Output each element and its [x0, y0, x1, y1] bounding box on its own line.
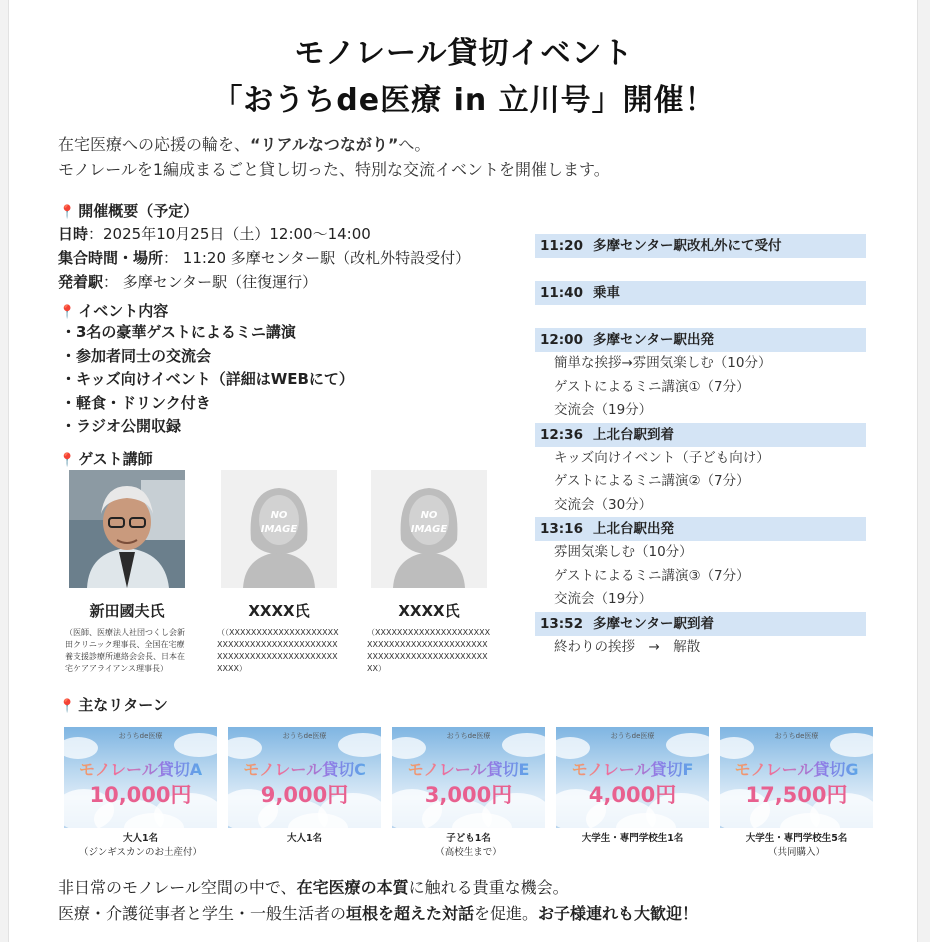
schedule-row: [535, 328, 866, 352]
guest-photo: [69, 470, 185, 588]
guest-description: （医師、医療法人社団つくし会新田クリニック理事長、全国在宅療養支援診療所連絡会会長、日本在宅ケアアライアンス理事長）: [65, 628, 185, 673]
schedule-label: 多摩センター駅到着: [593, 615, 714, 632]
meet-value: ： 11:20 多摩センター駅（改札外特設受付）: [163, 249, 471, 267]
card-caption: [720, 832, 873, 860]
card-price: 4,000円: [588, 783, 677, 807]
card-logo: おうちde医療: [282, 732, 327, 740]
schedule-time: 13:52: [540, 615, 583, 632]
schedule-time: 11:40: [540, 285, 583, 301]
schedule-item: 交流会（19分）: [554, 591, 653, 607]
footer-l2-d: お子様連れも大歓迎！: [538, 904, 699, 923]
pin-icon: 📍: [59, 305, 76, 320]
schedule-item: 交流会（19分）: [554, 402, 653, 418]
intro-text: [58, 132, 610, 182]
flyer-page: [8, 0, 918, 942]
event-item: ・参加者同士の交流会: [61, 346, 212, 365]
footer-l2-b: 垣根を超えた対話: [346, 904, 475, 923]
svg-text:IMAGE: IMAGE: [410, 524, 448, 535]
schedule-label: 多摩センター駅改札外にて受付: [593, 238, 782, 254]
guest-description: （（XXXXXXXXXXXXXXXXXXXXXXXXXXXXXXXXXXXXXXXXXXXXXXXXXXXXXXXXXXXXXXXXXXXX）: [217, 628, 339, 673]
schedule-label: 乗車: [593, 285, 620, 301]
schedule-item: 交流会（30分）: [554, 496, 653, 513]
footer-l1-a: 非日常のモノレール空間の中で、: [58, 878, 297, 897]
card-price: 3,000円: [424, 783, 513, 807]
schedule-row: [535, 281, 866, 305]
svg-text:NO: NO: [270, 510, 288, 521]
card-price: 9,000円: [260, 783, 349, 807]
schedule-row: [535, 612, 866, 636]
footer-l1-c: に触れる貴重な機会。: [408, 878, 569, 897]
schedule-row: [535, 423, 866, 447]
guest-card: [367, 470, 491, 675]
guests-heading-text: ゲスト講師: [78, 450, 153, 468]
footer-l2-c: を促進。: [474, 904, 539, 923]
schedule-time: 11:20: [540, 238, 583, 254]
overview-info: [58, 222, 470, 294]
card-plan-name: モノレール貸切F: [556, 757, 709, 780]
pin-icon: 📍: [59, 205, 76, 220]
card-caption: [228, 832, 381, 846]
svg-text:NO: NO: [420, 510, 438, 521]
event-item: ・キッズ向けイベント（詳細はWEBにて）: [61, 370, 354, 388]
card-caption-main: 大人1名: [286, 833, 323, 844]
return-card: [556, 727, 709, 828]
date-label: 日時: [58, 225, 89, 243]
schedule-item: ゲストによるミニ講演②（7分）: [554, 473, 750, 489]
schedule-item: 簡単な挨拶→雰囲気楽しむ（10分）: [554, 355, 772, 371]
guests-heading: [59, 448, 153, 469]
schedule-timeline: [535, 234, 866, 659]
card-caption-main: 大学生・専門学校生1名: [581, 833, 684, 844]
schedule-row: [535, 234, 866, 258]
return-card: [392, 727, 545, 828]
page-title-line1: モノレール貸切イベント: [294, 36, 634, 71]
card-caption: [64, 832, 217, 860]
return-card: [720, 727, 873, 828]
events-heading: [59, 300, 168, 321]
intro-line1-a: 在宅医療への応援の輪を、: [58, 135, 251, 154]
card-caption-main: 子ども1名: [446, 833, 491, 844]
footer-text: [58, 875, 698, 927]
events-list: [61, 321, 354, 439]
return-card: [228, 727, 381, 828]
return-card: [64, 727, 217, 828]
card-logo: おうちde医療: [118, 732, 163, 740]
schedule-label: 上北台駅到着: [593, 426, 674, 443]
returns-heading: [59, 694, 168, 715]
overview-heading-text: 開催概要（予定）: [78, 202, 199, 220]
guest-card: [217, 470, 341, 675]
no-image-placeholder-icon: [371, 470, 487, 588]
pin-icon: 📍: [59, 699, 76, 714]
card-caption: [556, 832, 709, 846]
meet-label: 集合時間・場所: [58, 249, 164, 267]
card-price: 10,000円: [89, 783, 192, 807]
events-heading-text: イベント内容: [78, 302, 169, 320]
card-caption: [392, 832, 545, 860]
event-item: ・ラジオ公開収録: [61, 417, 182, 435]
card-plan-name: モノレール貸切G: [720, 757, 873, 780]
footer-l1-b: 在宅医療の本質: [296, 878, 409, 897]
card-plan-name: モノレール貸切A: [64, 757, 217, 780]
event-item: ・3名の豪華ゲストによるミニ講演: [61, 323, 296, 341]
schedule-item: キッズ向けイベント（子ども向け）: [554, 449, 770, 466]
footer-l2-a: 医療・介護従事者と学生・一般生活者の: [58, 904, 347, 923]
intro-line1-c: へ。: [398, 135, 431, 154]
guest-name: 新田國夫氏: [89, 602, 165, 620]
schedule-item: ゲストによるミニ講演③（7分）: [554, 567, 750, 584]
station-label: 発着駅: [58, 273, 104, 291]
event-item: ・軽食・ドリンク付き: [61, 393, 211, 412]
schedule-row: [535, 517, 866, 541]
intro-line1-b: “リアルなつながり”: [250, 135, 399, 154]
card-caption-main: 大人1名: [122, 833, 159, 844]
card-caption-sub: （高校生まで）: [435, 847, 502, 858]
page-title-line2: 「おうちde医療 in 立川号」開催！: [212, 83, 716, 118]
guest-card: [65, 470, 189, 675]
date-value: ：2025年10月25日（土）12:00～14:00: [88, 225, 371, 243]
guest-name: XXXX氏: [398, 602, 460, 620]
schedule-label: 上北台駅出発: [593, 521, 674, 537]
intro-line2: モノレールを1編成まるごと貸し切った、特別な交流イベントを開催します。: [58, 160, 610, 179]
schedule-item: ゲストによるミニ講演①（7分）: [554, 378, 750, 395]
returns-heading-text: 主なリターン: [78, 696, 168, 714]
schedule-time: 12:36: [540, 426, 583, 443]
card-plan-name: モノレール貸切C: [228, 757, 381, 780]
schedule-label: 多摩センター駅出発: [593, 332, 714, 348]
schedule-item: 雰囲気楽しむ（10分）: [554, 544, 693, 560]
card-caption-main: 大学生・専門学校生5名: [745, 833, 848, 844]
overview-heading: [59, 200, 198, 221]
no-image-placeholder-icon: [221, 470, 337, 588]
card-logo: おうちde医療: [446, 732, 491, 740]
card-logo: おうちde医療: [610, 732, 655, 740]
card-price: 17,500円: [745, 783, 848, 807]
guest-description: （XXXXXXXXXXXXXXXXXXXXXXXXXXXXXXXXXXXXXXXXXXXXXXXXXXXXXXXXXXXXXXXXXXX）: [367, 628, 491, 673]
pin-icon: 📍: [59, 453, 76, 468]
card-caption-sub: （共同購入）: [767, 847, 825, 858]
schedule-time: 13:16: [540, 521, 583, 537]
card-caption-sub: （ジンギスカンのお土産付）: [78, 847, 203, 858]
card-logo: おうちde医療: [774, 732, 819, 740]
guest-name: XXXX氏: [248, 602, 310, 620]
schedule-time: 12:00: [540, 332, 583, 348]
station-value: ： 多摩センター駅（往復運行）: [103, 273, 318, 291]
schedule-item: 終わりの挨拶 → 解散: [554, 638, 701, 655]
card-plan-name: モノレール貸切E: [392, 757, 545, 780]
svg-text:IMAGE: IMAGE: [260, 524, 298, 535]
